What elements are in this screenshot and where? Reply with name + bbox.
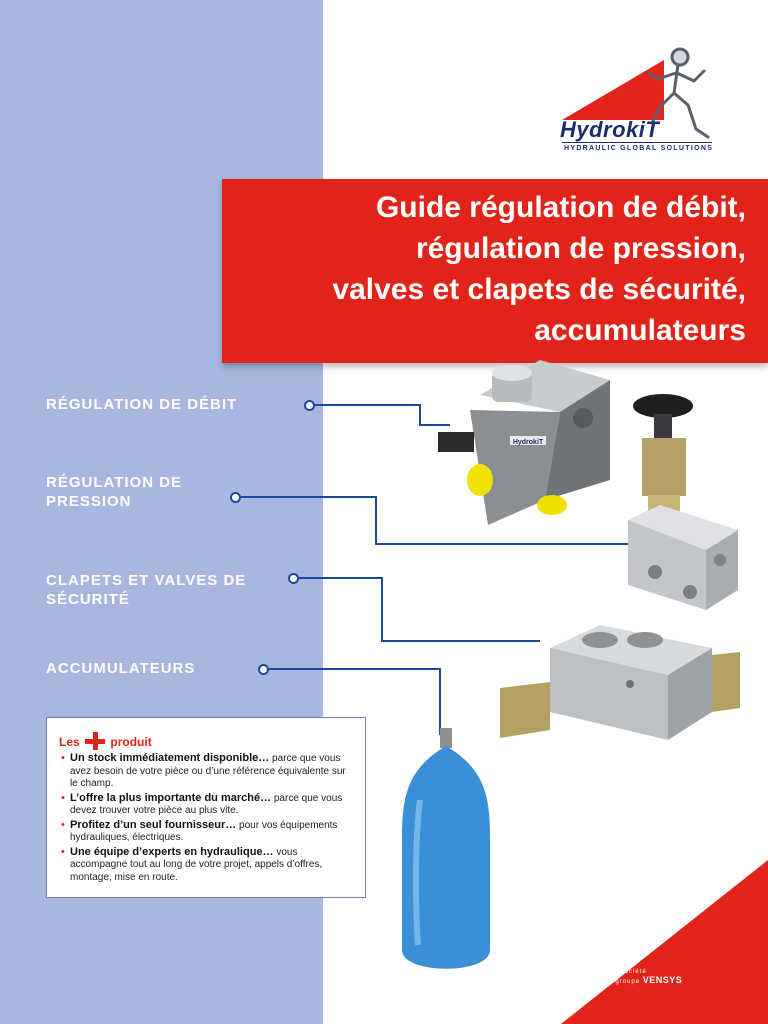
- flow-regulator-valve-image: [438, 360, 610, 525]
- list-item: • L’offre la plus importante du marché… parce que vous devez trouver votre pièce au plus vite.: [59, 792, 355, 818]
- brand-tagline: HYDRAULIC GLOBAL SOLUTIONS: [564, 145, 714, 152]
- group-signature: [604, 968, 682, 986]
- category-accumulators: ACCUMULATEURS: [46, 660, 196, 677]
- title-line-2: régulation de pression,: [415, 232, 746, 265]
- connector-dot-accumulator: [258, 664, 269, 675]
- benefits-heading-suffix: produit: [110, 735, 152, 749]
- category-pressure-regulation: RÉGULATION DE PRESSION: [46, 474, 183, 510]
- connector-dot-safety: [288, 573, 299, 584]
- category-safety-valves: CLAPETS ET VALVES DE SÉCURITÉ: [46, 572, 247, 608]
- pressure-regulator-valve-image: [628, 394, 738, 610]
- connector-line-flow: [313, 405, 450, 425]
- group-line-2: du groupe: [604, 979, 641, 985]
- title-line-4: accumulateurs: [534, 314, 746, 347]
- accumulator-image: [402, 728, 490, 969]
- product-label: HydrokiT: [512, 439, 544, 446]
- list-item: • Un stock immédiatement disponible… parce que vous avez besoin de votre pièce ou d’une référence équivalente sur le champ.: [59, 752, 355, 791]
- connector-dot-flow: [304, 400, 315, 411]
- brand-logo-text: HydrokiT: [560, 117, 660, 142]
- title-line-1: Guide régulation de débit,: [375, 191, 746, 224]
- benefits-list: [59, 752, 355, 884]
- category-flow-regulation: RÉGULATION DE DÉBIT: [46, 396, 238, 413]
- benefits-heading: [59, 732, 355, 752]
- safety-valve-image: [500, 625, 740, 740]
- benefits-heading-prefix: Les: [59, 735, 80, 749]
- group-line-1: Une société: [604, 969, 647, 975]
- connector-line-pressure: [240, 497, 630, 544]
- plus-icon: [85, 732, 105, 750]
- benefits-box: [46, 717, 366, 898]
- list-item: • Profitez d’un seul fournisseur… pour vos équipements hydrauliques, électriques.: [59, 819, 355, 845]
- connector-line-safety: [298, 578, 540, 641]
- footer-red-triangle: [561, 860, 768, 1024]
- vensys-logo-text: VENSYS: [642, 975, 683, 985]
- title-line-3: valves et clapets de sécurité,: [332, 273, 746, 306]
- list-item: • Une équipe d’experts en hydraulique… vous accompagne tout au long de votre projet, appels d’offres, montage, mise en route.: [59, 846, 355, 885]
- connector-dot-pressure: [230, 492, 241, 503]
